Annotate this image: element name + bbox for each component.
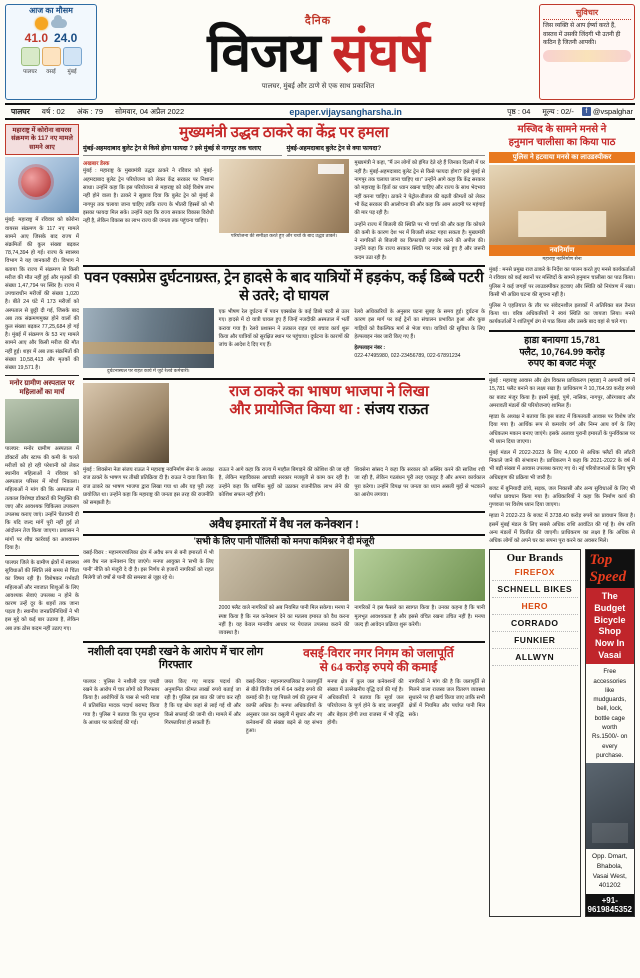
revenue-article-text-2: मनपा क्षेत्र में कुल जल कनेक्शनों की संख्या में उल्लेखनीय वृद्धि दर्ज की गई है। अधिकारियों ने बताया कि सूर्या जल परियोजना के पूर्ण होने के बाद जलापूर्ति और बेहतर होगी तथा राजस्व में भी वृद्धि होगी। <box>327 678 404 727</box>
dainik-label: दैनिक <box>304 15 332 28</box>
social-handle[interactable] <box>582 107 633 116</box>
mhada-article-text-3: मुंबई मंडल में 2022-2023 के लिए 4,000 से अधिक फ्लैटों की लॉटरी निकाले जाने की संभावना है। प्राधिकरण ने कहा कि 2021-2022 के वर्ष में भी बड़ी संख्या में आवास उपलब्ध कराए गए थे। नई परियोजनाओं के लिए भूमि अधिग्रहण की प्रक्रिया भी जारी है। <box>489 449 635 481</box>
topspeed-tagline-line-2: Now In Vasai <box>595 637 625 660</box>
train-article-columns <box>83 308 485 375</box>
raut-article-text-3: शिवसेना सांसद ने कहा कि सरकार को अस्थिर करने की साजिश रची जा रही है, लेकिन गठबंधन पूरी तरह एकजुट है और अपना कार्यकाल पूरा करेगा। उन्होंने विपक्ष पर जनता का ध्यान असली मुद्दों से भटकाने का आरोप लगाया। <box>354 467 486 499</box>
topspeed-logo: Top Speed <box>589 552 627 586</box>
bottom-col-2 <box>164 678 240 736</box>
raut-article-text-2: राऊत ने आगे कहा कि राज्य में माहौल बिगाड़ने की कोशिश की जा रही है, लेकिन महाविकास आघाडी सरकार मजबूती से काम कर रही है। उन्होंने कहा कि धार्मिक मुद्दों को उठाकर राजनीतिक लाभ लेने की कोशिश सफल नहीं होगी। <box>218 467 350 499</box>
edition-place: पालघर <box>11 106 30 116</box>
bottom-headlines-row <box>83 646 485 675</box>
water-revenue-headline-2: से 64 करोड़ रुपये की कमाई <box>319 660 438 675</box>
water-revenue-block <box>272 646 485 675</box>
topspeed-address-line-2: Vasai West, 401202 <box>592 872 627 890</box>
train-article-text-1: एक भीषण रेल दुर्घटना में पवन एक्सप्रेस के कई डिब्बे पटरी से उतर गए। हादसे में दो यात्री घायल हुए हैं जिन्हें नजदीकी अस्पताल में भर्ती कराया गया है। रेलवे प्रशासन ने तत्काल राहत एवं बचाव कार्य शुरू किया और यात्रियों को सुरक्षित स्थान पर पहुंचाया। दुर्घटना के कारणों की जांच के आदेश दे दिए गए हैं। <box>218 308 350 349</box>
divider-7 <box>489 373 635 374</box>
train-col-1 <box>83 308 214 375</box>
content-grid <box>5 124 635 960</box>
brand-corrado: CORRADO <box>492 615 578 632</box>
coronavirus-image <box>5 157 79 213</box>
volume-year: वर्ष : 02 <box>41 106 65 116</box>
mhada-article-text-5: म्हाडा ने 2022-23 के बजट में 3738.40 करोड़ रुपये का प्रावधान किया है। इसमें मुंबई मंडल के लिए सबसे अधिक राशि आवंटित की गई है। शेष राशि अन्य मंडलों में वितरित की जाएगी। प्राधिकरण का लक्ष्य है कि अधिक से अधिक लोगों को अपने घर का सपना पूरा करने का अवसर मिले। <box>489 513 635 544</box>
temp-low: 24.0 <box>54 30 78 45</box>
raut-col-3 <box>354 466 485 508</box>
weather-mini-icons <box>21 47 82 66</box>
manor-hospital-photo <box>5 399 79 443</box>
drug-arrest-headline: नशीली दवा एमडी रखने के आरोप में चार लोग गिरफ्तार <box>87 645 264 671</box>
drug-arrest-block <box>83 646 268 675</box>
water-revenue-headline-1: वसई-विरार नगर निगम को जलापूर्ति <box>303 645 454 660</box>
mhada-article-text-1: मुंबई : महाराष्ट्र आवास और क्षेत्र विकास प्राधिकरण (म्हाडा) ने आगामी वर्ष में 15,781 फ्लैट बनाने का लक्ष्य रखा है। प्राधिकरण ने 10,764.99 करोड़ रुपये का बजट मंजूर किया है। इसमें मुंबई, पुणे, नासिक, नागपुर, औरंगाबाद और अमरावती मंडलों की परियोजनाएं शामिल हैं। <box>489 378 635 409</box>
municipal-commissioner-photo <box>219 549 350 601</box>
cm-uddhav-thackeray-photo <box>219 159 350 233</box>
bottom-col-5 <box>409 678 485 736</box>
topspeed-address <box>586 849 635 894</box>
page-title <box>207 23 429 84</box>
sanjay-raut-photo <box>83 383 169 463</box>
info-bar <box>5 103 635 120</box>
topspeed-offer: Free accessories like mudguards, bell, lock, bottle cage worth Rs.1500/- on every purchase. <box>592 668 628 759</box>
lead-col-2 <box>219 159 350 262</box>
bottom-col-4 <box>327 678 403 736</box>
water-col-1 <box>83 549 214 637</box>
water-tap-photo <box>354 549 485 601</box>
train-col-3 <box>354 308 485 375</box>
masthead <box>5 4 635 100</box>
water-col-2 <box>219 549 350 637</box>
raut-article-text-1: मुंबई : शिवसेना नेता संजय राऊत ने महाराष्ट्र नवनिर्माण सेना के अध्यक्ष राज ठाकरे के भाषण पर तीखी प्रतिक्रिया दी है। राऊत ने दावा किया कि राज ठाकरे का भाषण भाजपा द्वारा लिखा गया था और यह पूरी तरह प्रायोजित था। उन्होंने कहा कि महाराष्ट्र की जनता इस तरह की राजनीति को समझती है। <box>83 467 214 507</box>
lead-subhead-1: मुंबई-अहमदाबाद बुलेट ट्रेन से किसे होगा फायदा ? इसे मुंबई से नागपुर तक चलाए <box>83 145 282 156</box>
divider-2 <box>5 555 79 556</box>
mhada-article-text-4: बजट में बुनियादी ढांचे, सड़क, जल निकासी और अन्य सुविधाओं के लिए भी पर्याप्त प्रावधान किया गया है। अधिकारियों ने कहा कि निर्माण कार्य की गुणवत्ता पर विशेष ध्यान दिया जाएगा। <box>489 485 635 509</box>
topspeed-address-line-1: Opp. Dmart, Bhabola, <box>592 853 628 870</box>
title-part-1: विजय <box>207 23 320 84</box>
lead-headline: मुख्यमंत्री उद्धव ठाकरे का केंद्र पर हमला <box>179 125 389 141</box>
raut-name: संजय राऊत <box>364 402 429 419</box>
manor-hospital-body: पालघर: मनोर ग्रामीण अस्पताल में डॉक्टरों और स्टाफ की कमी के चलते मरीजों को हो रही परेशानी को लेकर स्थानीय महिलाओं ने रविवार को अस्पताल परिसर में मोर्चा निकाला। महिलाओं ने मांग की कि अस्पताल में तत्काल विशेषज्ञ डॉक्टरों की नियुक्ति की जाए और आवश्यक चिकित्सा उपकरण उपलब्ध कराए जाएं। उन्होंने चेतावनी दी कि यदि जल्द मांगें पूरी नहीं हुईं तो आंदोलन तेज किया जाएगा। प्रशासन ने मांगों पर शीघ्र कार्रवाई का आश्वासन दिया है। <box>5 446 80 551</box>
water-article-text-3: नागरिकों ने इस फैसले का स्वागत किया है। उनका कहना है कि पानी मूलभूत आवश्यकता है और इससे वंचित रखना उचित नहीं है। मनपा जल्द ही आवेदन प्रक्रिया शुरू करेगी। <box>354 605 486 629</box>
mns-banner-subtext: महाराष्ट्र नवनिर्माण सेना <box>542 257 582 262</box>
covid-box-title: महाराष्ट्र में कोरोना वायरस संक्रमण के 117 नए मामले सामने आए <box>5 124 79 155</box>
bottom-article-columns <box>83 678 485 736</box>
train-col-2 <box>219 308 350 375</box>
quote-title: सुविचार <box>543 7 631 20</box>
lead-col-3 <box>354 159 485 262</box>
title-part-2: संघर्ष <box>332 23 429 84</box>
lead-article-text-3: उन्होंने राज्य में बिजली की स्थिति पर भी चर्चा की और कहा कि कोयले की कमी के कारण देश भर में बिजली संकट गहरा सकता है। मुख्यमंत्री ने नागरिकों से बिजली का किफायती उपयोग करने की अपील की। उन्होंने कहा कि राज्य सरकार स्थिति पर नजर रखे हुए है और जरूरी कदम उठा रही है। <box>354 221 486 261</box>
revenue-article-text-1: वसई-विरार : महानगरपालिका ने जलापूर्ति से बीते वित्तीय वर्ष में 64 करोड़ रुपये की कमाई की है। यह पिछले वर्ष की तुलना में काफी अधिक है। मनपा अधिकारियों के अनुसार जल कर वसूली में सुधार और नए कनेक्शनों की संख्या बढ़ने से यह संभव हुआ। <box>245 678 323 735</box>
topspeed-phone[interactable]: +91-9619845352 <box>587 896 632 915</box>
byline: अखबार डेस्क <box>83 161 110 168</box>
lead-subhead-2: मुंबई-अहमदाबाद बुलेट ट्रेन से क्या फायदा? <box>287 145 486 156</box>
our-brands-ad <box>489 549 581 917</box>
raut-col-1 <box>83 466 214 508</box>
weather-icon-2 <box>42 47 61 66</box>
social-handle-text: @vspalghar <box>592 107 633 116</box>
brand-firefox: FIREFOX <box>492 564 578 581</box>
raut-article-columns <box>83 466 485 508</box>
main-column <box>83 124 485 960</box>
cloud-icon <box>51 19 67 28</box>
weather-city-1: पालघर <box>23 68 37 75</box>
newspaper-title-block <box>101 4 535 100</box>
helpline-numbers: 022-47495980, 022-23456789, 022-67891234 <box>354 353 461 360</box>
drug-article-text-2: जब्त किए गए मादक पदार्थ की अनुमानित कीमत लाखों रुपये बताई जा रही है। पुलिस इस बात की जांच कर रही है कि यह खेप कहां से लाई गई थी और किसे सप्लाई की जानी थी। मामले में और गिरफ्तारियां हो सकती हैं। <box>164 678 241 727</box>
raut-headline-line-2 <box>173 401 485 419</box>
water-policy-subhead: 'सभी के लिए पानी पॉलिसी को मनपा कमिश्नर ने दी मंजूरी <box>193 535 375 546</box>
weather-icons-row <box>35 17 67 30</box>
masthead-subline: पालघर, मुंबई और ठाणे से एक साथ प्रकाशित <box>261 82 375 90</box>
weather-icon-1 <box>21 47 40 66</box>
left-column <box>5 124 79 960</box>
sun-icon <box>35 17 48 30</box>
topspeed-header <box>586 550 635 588</box>
train-article-text-2: रेलवे अधिकारियों के अनुसार घटना सुबह के समय हुई। दुर्घटना के कारण इस मार्ग पर कई ट्रेनों का संचालन प्रभावित हुआ और कुछ गाड़ियों को वैकल्पिक मार्ग से भेजा गया। यात्रियों की सुविधा के लिए हेल्पलाइन नंबर जारी किए गए हैं। <box>354 308 486 340</box>
website-link[interactable]: epaper.vijaysangharsha.in <box>289 106 402 117</box>
mhada-article-text-2: म्हाडा के अध्यक्ष ने बताया कि इस बजट में किफायती आवास पर विशेष जोर दिया गया है। आर्थिक रूप से कमजोर वर्ग और निम्न आय वर्ग के लिए अधिकतम मकान बनाए जाएंगे। इसके अलावा पुरानी इमारतों के पुनर्विकास पर भी ध्यान दिया जाएगा। <box>489 414 635 445</box>
divider-4 <box>83 378 485 380</box>
water-article-text-1: वसई-विरार : महानगरपालिका क्षेत्र में अवैध रूप से बनी इमारतों में भी अब वैध नल कनेक्शन दिए जाएंगे। मनपा आयुक्त ने 'सभी के लिए पानी' नीति को मंजूरी दे दी है। इस निर्णय से हजारों नागरिकों को राहत मिलेगी जो वर्षों से पानी की समस्या से जूझ रहे थे। <box>83 550 214 582</box>
page-count: पृष्ठ : 04 <box>507 106 531 116</box>
drug-article-text-1: पालघर : पुलिस ने नशीली दवा एमडी रखने के आरोप में चार लोगों को गिरफ्तार किया है। आरोपियों के पास से भारी मात्रा में प्रतिबंधित मादक पदार्थ बरामद किया गया है। पुलिस ने बताया कि गुप्त सूचना के आधार पर कार्रवाई की गई। <box>83 678 160 727</box>
mns-subhead: पुलिस ने हटवाया मनसे का लाउडस्पीकर <box>489 152 635 163</box>
topspeed-ad <box>585 549 636 917</box>
temperature-values <box>25 31 78 45</box>
covid-article-body: मुंबई: महाराष्ट्र में रविवार को कोरोना वायरस संक्रमण के 117 नए मामले सामने आए जिसके बाद राज्य में संक्रमितों की कुल संख्या बढ़कर 78,74,394 हो गई। राज्य के स्वास्थ्य विभाग ने यह जानकारी दी। विभाग ने बताया कि राज्य में संक्रमण से किसी मरीज की मौत नहीं हुई और मृतकों की संख्या 1,47,794 पर स्थिर है। राज्य में उपचाराधीन मरीजों की संख्या 1,020 है। बीते 24 घंटे में 173 मरीजों को अस्पताल से छुट्टी दी गई, जिसके बाद अब तक संक्रमणमुक्त होने वालों की कुल संख्या बढ़कर 77,25,684 हो गई है। मुंबई में संक्रमण के 53 नए मामले सामने आए और किसी मरीज की मौत नहीं हुई। शहर में अब तक संक्रमितों की संख्या 10,58,413 और मृतकों की संख्या 19,571 है। <box>5 217 79 371</box>
publish-date: सोमवार, 04 अप्रैल 2022 <box>115 106 185 116</box>
weather-city-labels <box>21 67 82 75</box>
right-column <box>489 124 635 960</box>
divider-3 <box>83 265 485 267</box>
sanjay-raut-photo-wrap <box>83 383 169 463</box>
lead-article-text-2: मुख्यमंत्री ने कहा, "मैं उन लोगों को इंगित देते रहे हैं जिनका दिल्ली में घर नहीं है। मुंबई-अहमदाबाद बुलेट ट्रेन से किसे फायदा होगा? इसे मुंबई से नागपुर तक चलाया जाना चाहिए था।" उन्होंने आगे कहा कि केंद्र सरकार को महाराष्ट्र के हितों का ध्यान रखना चाहिए और राज्य के साथ भेदभाव नहीं करना चाहिए। ठाकरे ने पेट्रोल-डीजल की बढ़ती कीमतों को लेकर भी केंद्र सरकार की आलोचना की और कहा कि आम आदमी पर महंगाई की मार पड़ रही है। <box>354 160 486 217</box>
mns-article-text-2: पुलिस ने एहतियात के तौर पर संवेदनशील इलाकों में अतिरिक्त बल तैनात किया था। वरिष्ठ अधिकारियों ने स्वयं स्थिति का जायजा लिया। मनसे कार्यकर्ताओं ने शांतिपूर्ण ढंग से पाठ किया और उसके बाद वहां से चले गए। <box>489 303 635 326</box>
lead-article-text-1: मुंबई : महाराष्ट्र के मुख्यमंत्री उद्धव ठाकरे ने रविवार को मुंबई-अहमदाबाद बुलेट ट्रेन परियोजना को लेकर केंद्र सरकार पर निशाना साधा। उन्होंने कहा कि इस परियोजना से महाराष्ट्र को कोई विशेष लाभ नहीं होने वाला है। ठाकरे ने सुझाव दिया कि बुलेट ट्रेन को मुंबई से नागपुर तक चलाया जाना चाहिए ताकि राज्य के भीतरी हिस्सों को भी इसका फायदा मिल सके। उन्होंने कहा कि राज्य सरकार विकास विरोधी नहीं है, लेकिन विकास का लाभ राज्य की जनता तक पहुंचना चाहिए। <box>83 168 214 225</box>
train-accident-photo <box>83 308 214 368</box>
mns-hanuman-chalisa-photo <box>489 165 635 245</box>
quote-text: जिस व्यक्ति से आप ईर्ष्या करते हैं, वास्तव में उसकी जिंदगी भी उतनी ही कठिन है जितनी आपकी। <box>543 23 621 47</box>
issue-number: अंक : 79 <box>76 106 103 116</box>
water-article-text-2: 2000 फ्लैट वाले नागरिकों को अब नियमित पानी मिल सकेगा। मनपा ने स्पष्ट किया है कि नल कनेक्शन देने का मतलब इमारत को वैध करना नहीं है। यह केवल मानवीय आधार पर पेयजल उपलब्ध कराने की व्यवस्था है। <box>218 605 350 637</box>
our-brands-title: Our Brands <box>506 552 563 565</box>
weather-title: आज का मौसम <box>29 6 73 15</box>
revenue-article-text-3: नागरिकों ने मांग की है कि जलापूर्ति से मिलने वाला राजस्व जल वितरण व्यवस्था सुधारने पर ही खर्च किया जाए ताकि सभी क्षेत्रों में नियमित और पर्याप्त पानी मिल सके। <box>408 678 486 718</box>
train-accident-headline: पवन एक्सप्रेस दुर्घटनाग्रस्त, ट्रेन हादसे के बाद यात्रियों में हड़कंप, कई डिब्बे पटरी से उतरे; दो घायल <box>84 270 484 304</box>
weather-box <box>5 4 97 100</box>
helpline-label: हेल्पलाइन नंबर : <box>354 345 386 352</box>
sanjay-raut-headline-wrap <box>173 383 485 463</box>
topspeed-shop-photo <box>586 763 635 849</box>
bottom-col-1 <box>83 678 159 736</box>
weather-city-3: मुंबई <box>67 68 77 75</box>
lead-photo-caption: परियोजना की समीक्षा करते हुए और चर्चा के बाद उद्धव ठाकरे। <box>230 234 338 240</box>
raut-headline-line-2-text: और प्रायोजित किया था : <box>229 402 361 419</box>
lead-article-columns <box>83 159 485 262</box>
train-photo-caption: दुर्घटनास्थल पर राहत कार्य में जुटे रेलवे कर्मचारी। <box>107 368 190 374</box>
price: मूल्य : 02/- <box>542 106 574 116</box>
facebook-icon: f <box>582 107 591 116</box>
water-article-columns <box>83 549 485 637</box>
lead-col-1 <box>83 159 214 262</box>
lead-subhead-row <box>83 145 485 156</box>
brand-hero: HERO <box>492 598 578 615</box>
weather-icon-3 <box>63 47 82 66</box>
brand-schnell: SCHNELL BIKES <box>492 581 578 598</box>
water-policy-banner: अवैध इमारतों में वैध नल कनेक्शन ! <box>83 511 485 536</box>
topspeed-tagline-line-1: The Budget Bicycle Shop <box>593 591 626 637</box>
topspeed-tagline <box>586 588 635 664</box>
bottom-col-3 <box>246 678 322 736</box>
mns-headline-line-2: हनुमान चालीसा का किया पाठ <box>508 136 616 148</box>
advertisement-row <box>489 549 635 917</box>
manor-hospital-headline: मनोर ग्रामीण अस्पताल पर महिलाओं का मार्च <box>9 380 75 397</box>
mns-headline-line-1: मस्जिद के सामने मनसे ने <box>517 124 607 135</box>
rural-health-body: पालघर जिले के ग्रामीण क्षेत्रों में स्वास्थ्य सुविधाओं की स्थिति लंबे समय से चिंता का विषय रही है। विशेषकर गर्भवती महिलाओं और नवजात शिशुओं के लिए आवश्यक सेवाएं उपलब्ध न होने के कारण उन्हें दूर के शहरों तक जाना पड़ता है। स्थानीय जनप्रतिनिधियों ने भी इस मुद्दे को कई बार उठाया है, लेकिन अब तक ठोस कदम नहीं उठाए गए। <box>5 560 79 632</box>
mns-banner-text: नवनिर्माण <box>489 245 635 256</box>
divider <box>5 375 79 376</box>
mhada-headline-line-1: हाडा बनायगा 15,781 <box>524 334 600 346</box>
divider-6 <box>489 330 635 332</box>
quote-box <box>539 4 635 100</box>
divider-5 <box>83 641 485 643</box>
brand-funkier: FUNKIER <box>492 632 578 649</box>
temp-high: 41.0 <box>24 30 48 45</box>
raut-headline-line-1: राज ठाकरे का भाषण भाजपा ने लिखा <box>229 384 429 401</box>
water-col-3 <box>354 549 485 637</box>
raut-col-2 <box>219 466 350 508</box>
flower-decoration-icon <box>543 50 631 62</box>
mhada-headline-line-2: फ्लैट, 10,764.99 करोड़ <box>519 346 605 358</box>
weather-city-2: वसई <box>46 68 56 75</box>
sanjay-raut-block <box>83 383 485 463</box>
mns-article-text-1: मुंबई : मनसे प्रमुख राज ठाकरे के निर्देश का पालन करते हुए मनसे कार्यकर्ताओं ने रविवार को कई स्थानों पर मस्जिदों के सामने हनुमान चालीसा का पाठ किया। पुलिस ने कई जगहों पर लाउडस्पीकर हटवाए और स्थिति को नियंत्रण में रखा। किसी भी अप्रिय घटना की सूचना नहीं है। <box>489 267 635 298</box>
mhada-headline-line-3: रुपए का बजट मंजूर <box>528 358 596 370</box>
brand-allwyn: ALLWYN <box>492 649 578 666</box>
